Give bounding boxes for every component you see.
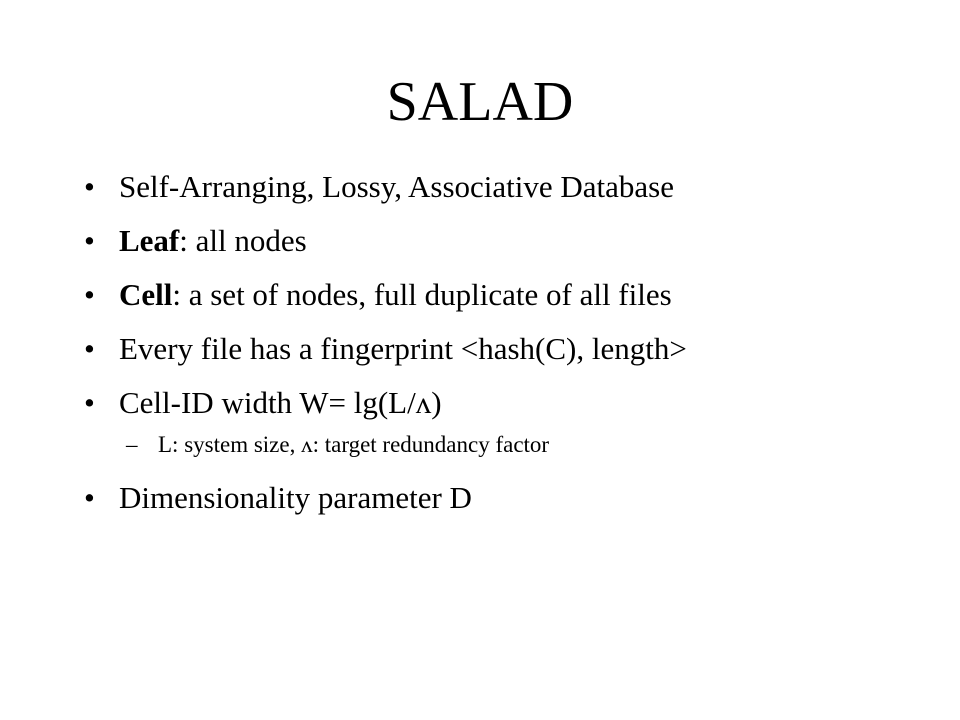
bullet-item-cell xyxy=(84,268,944,322)
sub-bullet-item-system-size xyxy=(84,427,944,463)
bullet-dot-icon: • xyxy=(84,480,95,515)
bullet-item-leaf xyxy=(84,214,944,268)
bullet-item-dimensionality xyxy=(84,471,944,525)
bullet-text: Self-Arranging, Lossy, Associative Database xyxy=(119,169,674,204)
bullet-term-cell: Cell xyxy=(119,277,173,312)
bullet-dot-icon: • xyxy=(84,169,95,204)
bullet-text: : all nodes xyxy=(179,223,307,258)
bullet-text: : a set of nodes, full duplicate of all files xyxy=(172,277,672,312)
bullet-dot-icon: • xyxy=(84,277,95,312)
bullet-term-leaf: Leaf xyxy=(119,223,180,258)
slide-title: SALAD xyxy=(386,71,574,133)
bullet-text: Cell-ID width W= lg(L/ʌ) xyxy=(119,385,442,420)
bullet-text: Every file has a fingerprint <hash(C), length> xyxy=(119,331,687,366)
bullet-item-cell-id-width xyxy=(84,376,944,430)
dash-icon: – xyxy=(126,432,138,457)
bullet-item-salad-definition xyxy=(84,160,944,214)
bullet-text: Dimensionality parameter D xyxy=(119,480,472,515)
bullet-dot-icon: • xyxy=(84,331,95,366)
sub-bullet-text: L: system size, ʌ: target redundancy factor xyxy=(158,432,550,457)
bullet-list xyxy=(84,160,944,525)
bullet-dot-icon: • xyxy=(84,385,95,420)
bullet-dot-icon: • xyxy=(84,223,95,258)
bullet-item-fingerprint xyxy=(84,322,944,376)
